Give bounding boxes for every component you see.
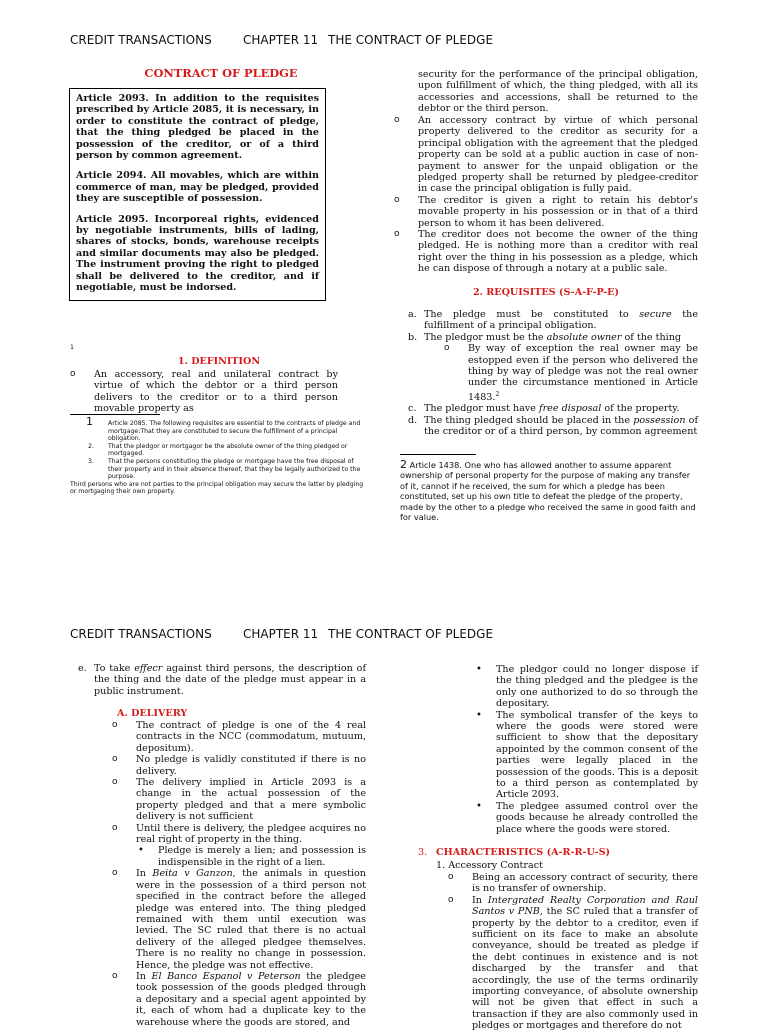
page-header-topic: THE CONTRACT OF PLEDGE (328, 33, 494, 47)
requisite-c: c. The pledgor must have free disposal of the property. (408, 403, 680, 415)
article-2094: Article 2094. All movables, which are within commerce of man, may be pledged, provided they are susceptible of possession. (76, 170, 319, 205)
banco-case: o In El Banco Espanol v Peterson the pledgee took possession of the goods pledged through a depositary and a special agent appointed by it, each of whom had a duplicate key to the warehouse where the goods are stored, and (112, 971, 366, 1028)
ruling-bullet: • The pledgee assumed control over the goods because he already controlled the place where the goods were stored. (474, 801, 698, 835)
ruling-bullet: • The pledgor could no longer dispose if the thing pledged and the pledgee is the only one authorized to do so through the depositary. (474, 664, 698, 710)
lien-bullet: • Pledge is merely a lien; and possession is indispensible in the right of a lien. (136, 845, 366, 868)
definition-bullet: o An accessory contract by virtue of which personal property delivered to the creditor as security for a principal obligation with the agreement that the pledged property can be sold at a public auction in case of non-payment to answer for the unpaid obligation or the pledged property shall be returned by pledgee-creditor in case the principal obligation is fully paid. (394, 115, 698, 195)
footnote-1-intro: Article 2085. The following requisites are essential to the contracts of pledge and mortgage:That they are constituted to secure the fulfillment of a principal obligation. (108, 420, 361, 443)
requisite-e: e. To take effecr against third persons, the description of the thing and the date of the pledge must appear in a public instrument. (78, 663, 366, 697)
delivery-heading: A. DELIVERY (117, 708, 188, 719)
article-2093: Article 2093. In addition to the requisites prescribed by Article 2085, it is necessary, in order to constitute the contract of pledge, that the thing pledged be placed in the possession of the creditor, or of a third person by common agreement. (76, 93, 319, 162)
footnote-2-text: Article 1438. One who has allowed another to assume apparent ownership of personal property for the purpose of making any transfer of it, cannot if he received, the sum for which a pledge has been constituted, set up his own title to defeat the pledge of the property, made by the other to a pledge who received the same in good faith and for value. (400, 460, 696, 523)
page-header-chapter: CHAPTER 11 (243, 33, 319, 47)
delivery-bullet: o The contract of pledge is one of the 4 real contracts in the NCC (commodatum, mutuum, depositum). (112, 720, 366, 754)
delivery-bullet: o No pledge is validly constituted if there is no delivery. (112, 754, 366, 777)
accessory-bullet: o Being an accessory contract of security, there is no transfer of ownership. (448, 872, 698, 895)
definition-item: o An accessory, real and unilateral contract by virtue of which the debtor or a third person delivers to the creditor or to a third person movable property as (70, 369, 338, 415)
delivery-bullet: o The delivery implied in Article 2093 is a change in the actual possession of the property pledged and that a mere symbolic delivery is not sufficient (112, 777, 366, 823)
footnote-2-number: 2 (400, 458, 407, 471)
footnote-1: 1 Article 2085. The following requisites are essential to the contracts of pledge and mortgage:That they are constituted to secure the fulfillment of a principal obligation. 2. That the pledgor or mortgagor be the absolute owner of the thing pledged or mortgaged. 3. That the persons constituting the pledge or mortgage have the free disposal of their property and in their absence thereof, that they be legally authorized to the purpose. Third persons who are not parties to the principal obligation may secure the latter by pledging or mortgaging their own property. (70, 420, 368, 496)
footnote-1-item-2: That the pledgor or mortgagor be the absolute owner of the thing pledged or mortgaged. (108, 442, 348, 458)
footnote-1-closing: Third persons who are not parties to the principal obligation may secure the latter by pledging or mortgaging their own property. (70, 480, 364, 496)
footnote-marker: 1 (70, 344, 74, 351)
page-header-course: CREDIT TRANSACTIONS (70, 33, 212, 47)
footnote-divider (70, 414, 160, 415)
requisite-b: b. The pledgor must be the absolute owner of the thing o By way of exception the real owner may be estopped even if the person who delivered the thing by way of pledge was not the real owner under the circumstance mentioned in Article 1483.$^2$ (408, 332, 698, 404)
footnote-1-number: 1 (86, 415, 93, 428)
ruling-bullet: • The symbolical transfer of the keys to where the goods were stored were sufficient to show that the depositary appointed by the common consent of the parties were legally placed in the possession of the goods. This is a deposit to a third person as contemplated by Article 2093. (474, 710, 698, 801)
definition-list (70, 369, 338, 415)
page-header-topic: THE CONTRACT OF PLEDGE (328, 627, 494, 641)
footnote-2-divider (400, 454, 476, 455)
accessory-list (448, 872, 698, 1032)
requisites-list (408, 309, 698, 438)
definition-bullet: o The creditor does not become the owner of the thing pledged. He is nothing more than a creditor with real right over the thing in his possession as a pledge, which he can dispose of through a notary at a public sale. (394, 229, 698, 275)
requisites-heading: 2. REQUISITES (S-A-F-P-E) (472, 287, 620, 298)
integrated-realty-case: o In Intergrated Realty Corporation and Raul Santos v PNB, the SC ruled that a transfer of property by the debtor to a creditor, even if sufficient on its face to make an absolute conveyance, should be treated as pledge if the debt continues in existence and is not discharged by the transfer and that accordingly, the use of the terms ordinarily importing conveyance, of absolute ownership will not be given that effect in such a transaction if they are also commonly used in pledges or mortgages and therefore do not (448, 895, 698, 1032)
beita-case: o In Beita v Ganzon, the animals in question were in the possession of a third person not specified in the contract before the alleged pledge was entered into. The thing pledged remained with them until execution was levied. The SC ruled that there is no actual delivery of the alleged pledgee themselves. There is no reality no change in possession. Hence, the pledge was not effective. (112, 868, 366, 971)
definition-bullet: o The creditor is given a right to retain his debtor's movable property in his possession or in that of a third person to whom it has been delivered. (394, 195, 698, 229)
accessory-contract-label: 1. Accessory Contract (436, 860, 543, 871)
delivery-list (112, 720, 366, 1028)
definition-bullets (394, 115, 698, 275)
banco-rulings (474, 664, 698, 835)
definition-heading: 1. DEFINITION (177, 356, 261, 367)
requisite-d: d. The thing pledged should be placed in the possession of the creditor or of a third person, by common agreement (408, 414, 698, 438)
definition-continuation: security for the performance of the principal obligation, upon fulfillment of which, the thing pledged, with all its accessories and accessions, shall be returned to the debtor or the third person. (418, 69, 698, 115)
page-header-chapter: CHAPTER 11 (243, 627, 319, 641)
article-2095: Article 2095. Incorporeal rights, evidenced by negotiable instruments, bills of lading, shares of stocks, bonds, warehouse receipts and similar documents may also be pledged. The instrument proving the right to pledged shall be delivered to the creditor, and if negotiable, must be indorsed. (76, 213, 319, 294)
footnote-2 (400, 460, 698, 522)
page-header-course: CREDIT TRANSACTIONS (70, 627, 212, 641)
delivery-bullet: o Until there is delivery, the pledgee acquires no real right of property in the thing. • Pledge is merely a lien; and possession is indispensible in the right of a lien. (112, 823, 366, 869)
section-title: CONTRACT OF PLEDGE (144, 66, 298, 80)
requisite-b-exception: o By way of exception the real owner may be estopped even if the person who delivered the thing by way of pledge was not the real owner under the circumstance mentioned in Article 1483.$^2$ (444, 343, 698, 403)
requisite-a: a. The pledge must be constituted to secure the fulfillment of a principal obligation. (408, 309, 698, 332)
articles-box (69, 88, 326, 301)
characteristics-heading: 3. CHARACTERISTICS (A-R-R-U-S) (418, 847, 611, 858)
requisite-e-list (78, 663, 366, 697)
footnote-1-item-3: That the persons constituting the pledge or mortgage have the free disposal of their property and in their absence thereof, that they be legally authorized to the purpose. (108, 457, 361, 481)
